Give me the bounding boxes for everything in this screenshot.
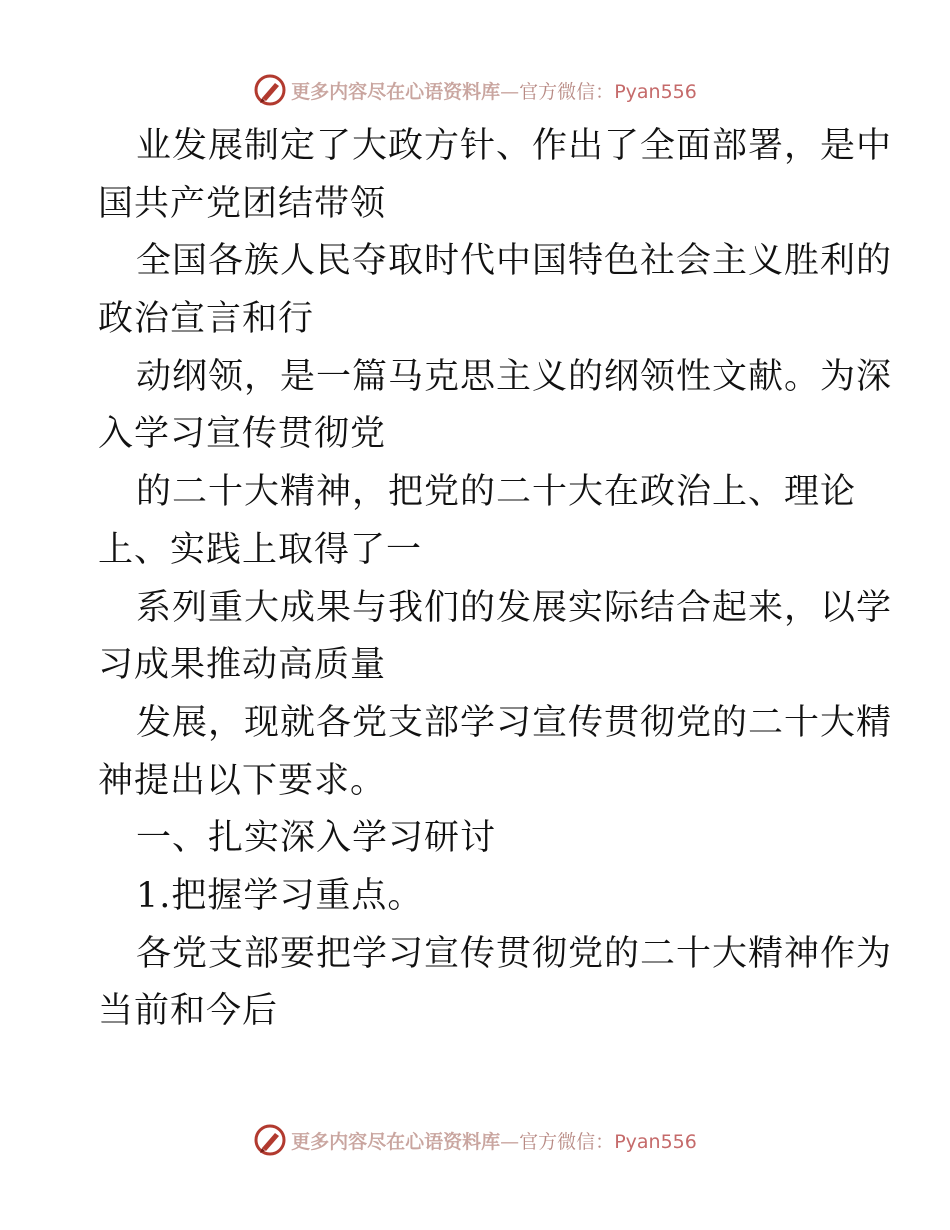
body-line: 全国各族人民夺取时代中国特色社会主义胜利的 bbox=[136, 241, 893, 282]
document-body bbox=[98, 118, 893, 1041]
body-line: 系列重大成果与我们的发展实际结合起来，以学 bbox=[136, 587, 893, 628]
header-wechat-label: 官方微信： bbox=[519, 80, 615, 103]
body-line: 入学习宣传贯彻党 bbox=[98, 414, 387, 455]
header-text bbox=[291, 77, 697, 104]
pen-in-circle-icon bbox=[253, 1123, 287, 1157]
header-banner bbox=[0, 70, 950, 110]
body-line: 当前和今后 bbox=[98, 991, 279, 1032]
footer-wechat-id: Pyan556 bbox=[614, 1130, 697, 1153]
footer-brand: 更多内容尽在心语资料库 bbox=[291, 1130, 501, 1153]
body-line: 发展，现就各党支部学习宣传贯彻党的二十大精 bbox=[136, 702, 893, 743]
section-heading: 一、扎实深入学习研讨 bbox=[136, 818, 497, 859]
body-line: 上、实践上取得了一 bbox=[98, 529, 423, 570]
body-line: 的二十大精神，把党的二十大在政治上、理论 bbox=[136, 472, 857, 513]
header-dash: — bbox=[500, 80, 520, 103]
body-line: 国共产党团结带领 bbox=[98, 183, 387, 224]
body-line: 动纲领，是一篇马克思主义的纲领性文献。为深 bbox=[136, 356, 893, 397]
body-line: 习成果推动高质量 bbox=[98, 645, 387, 686]
body-line: 业发展制定了大政方针、作出了全面部署，是中 bbox=[136, 126, 893, 166]
pen-in-circle-icon bbox=[253, 73, 287, 107]
header-brand: 更多内容尽在心语资料库 bbox=[291, 80, 501, 103]
body-line: 各党支部要把学习宣传贯彻党的二十大精神作为 bbox=[136, 933, 893, 974]
footer-dash: — bbox=[500, 1130, 520, 1153]
subsection-heading: 1.把握学习重点。 bbox=[136, 875, 424, 916]
footer-banner bbox=[0, 1120, 950, 1160]
footer-wechat-label: 官方微信： bbox=[519, 1130, 615, 1153]
body-line: 政治宣言和行 bbox=[98, 299, 315, 340]
header-wechat-id: Pyan556 bbox=[614, 80, 697, 103]
footer-text bbox=[291, 1127, 697, 1154]
body-line: 神提出以下要求。 bbox=[98, 760, 387, 801]
